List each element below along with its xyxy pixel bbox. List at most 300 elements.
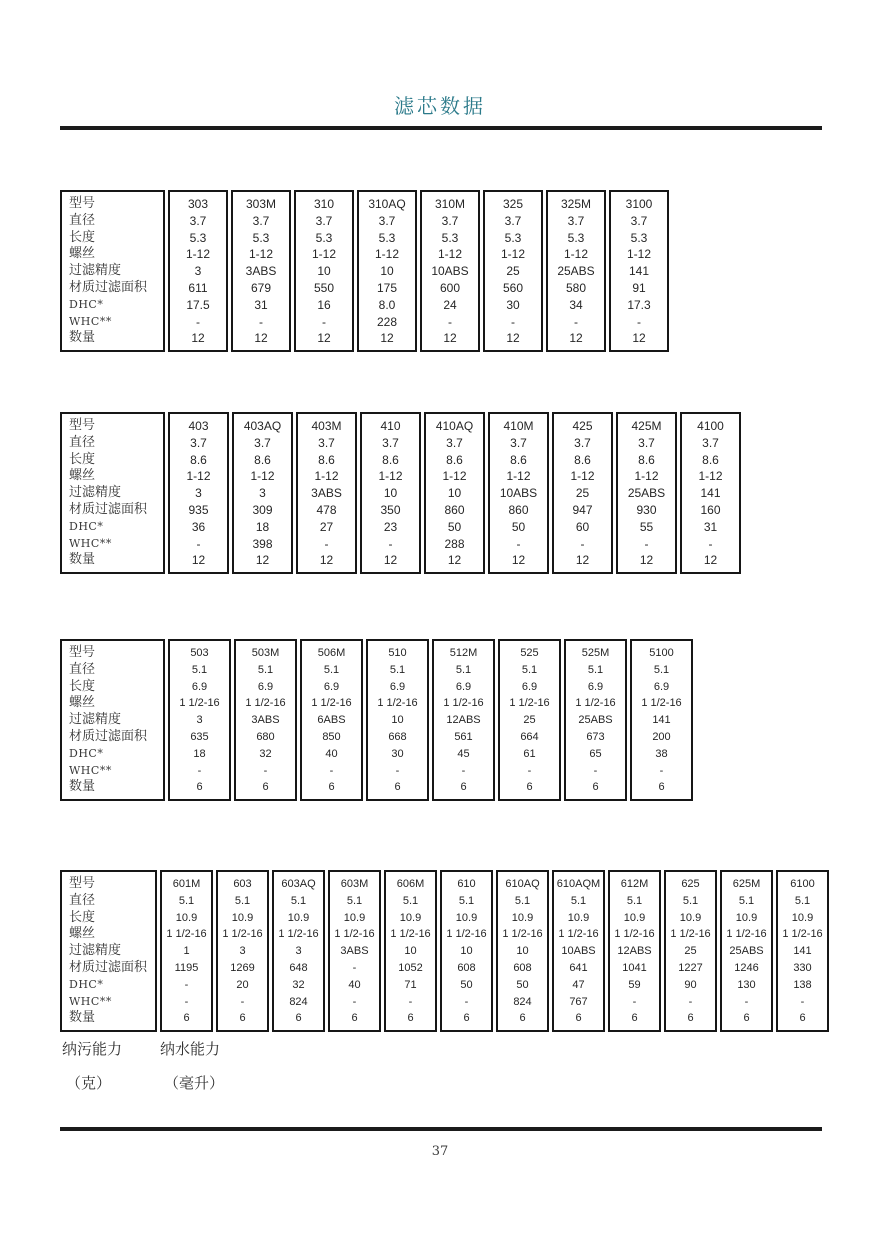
model-cell: 610 bbox=[457, 878, 476, 890]
value-cell: - bbox=[527, 764, 532, 777]
model-column bbox=[776, 870, 829, 1032]
value-cell: 600 bbox=[439, 280, 461, 295]
value-cell: 1-12 bbox=[378, 469, 403, 484]
model-column bbox=[608, 870, 661, 1032]
model-cell: 403AQ bbox=[243, 419, 282, 433]
model-column bbox=[552, 412, 613, 574]
value-cell: 12ABS bbox=[617, 945, 652, 958]
footer-rule bbox=[60, 1127, 822, 1131]
value-cell: 8.6 bbox=[574, 452, 591, 467]
model-column bbox=[680, 412, 741, 574]
value-cell: 1-12 bbox=[563, 247, 589, 262]
value-cell: 38 bbox=[655, 747, 668, 760]
model-column bbox=[360, 412, 421, 574]
value-cell: 664 bbox=[520, 730, 539, 743]
value-cell: 5.1 bbox=[653, 663, 670, 676]
value-cell: 12 bbox=[191, 331, 205, 346]
model-column bbox=[168, 190, 228, 352]
model-column bbox=[357, 190, 417, 352]
value-cell: 175 bbox=[376, 280, 398, 295]
value-cell: 1 1/2-16 bbox=[446, 928, 487, 941]
row-label: 过滤精度 bbox=[69, 943, 122, 959]
value-cell: 6.9 bbox=[587, 680, 604, 693]
model-cell: 525 bbox=[520, 647, 539, 659]
value-cell: 330 bbox=[793, 961, 812, 974]
value-cell: 12 bbox=[319, 553, 334, 568]
value-cell: 5.1 bbox=[323, 663, 340, 676]
value-cell: 32 bbox=[292, 978, 305, 991]
value-cell: 6.9 bbox=[653, 680, 670, 693]
value-cell: 12 bbox=[575, 553, 590, 568]
value-cell: 8.6 bbox=[254, 452, 271, 467]
row-label: 数量 bbox=[69, 779, 96, 795]
value-cell: 1 1/2-16 bbox=[558, 928, 599, 941]
value-cell: 580 bbox=[565, 280, 587, 295]
value-cell: 12 bbox=[703, 553, 718, 568]
model-column bbox=[384, 870, 437, 1032]
value-cell: 25ABS bbox=[729, 945, 764, 958]
value-cell: 3 bbox=[196, 714, 203, 727]
row-label: 长度 bbox=[69, 451, 96, 467]
footnote-whc-unit: （毫升） bbox=[164, 1074, 225, 1092]
value-cell: 3.7 bbox=[254, 435, 271, 450]
value-cell: 10.9 bbox=[623, 911, 646, 924]
value-cell: 12 bbox=[506, 331, 520, 346]
value-cell: 6ABS bbox=[317, 714, 346, 727]
row-label: 数量 bbox=[69, 1010, 96, 1026]
value-cell: 6 bbox=[460, 781, 467, 794]
value-cell: 6 bbox=[592, 781, 599, 794]
model-cell: 410 bbox=[380, 419, 401, 433]
footnote-dhc-unit: （克） bbox=[66, 1074, 112, 1092]
model-cell: 610AQ bbox=[505, 878, 540, 890]
value-cell: 1-12 bbox=[186, 469, 211, 484]
value-cell: 55 bbox=[639, 519, 654, 534]
value-cell: 288 bbox=[444, 536, 465, 551]
value-cell: 5.1 bbox=[191, 663, 208, 676]
value-cell: 20 bbox=[236, 978, 249, 991]
row-label: 材质过滤面积 bbox=[69, 728, 148, 744]
value-cell: 65 bbox=[589, 747, 602, 760]
value-cell: 24 bbox=[443, 297, 457, 312]
value-cell: 860 bbox=[444, 502, 465, 517]
row-label: 长度 bbox=[69, 909, 96, 925]
value-cell: 1 1/2-16 bbox=[311, 697, 352, 710]
value-cell: 5.3 bbox=[504, 230, 522, 245]
row-labels-column bbox=[60, 412, 165, 574]
value-cell: - bbox=[580, 536, 585, 551]
row-label: 型号 bbox=[69, 876, 96, 891]
value-cell: 25ABS bbox=[557, 264, 595, 279]
value-cell: 6.9 bbox=[257, 680, 274, 693]
value-cell: 10 bbox=[404, 945, 417, 958]
value-cell: 12 bbox=[383, 553, 398, 568]
value-cell: 6.9 bbox=[455, 680, 472, 693]
value-cell: - bbox=[197, 764, 202, 777]
model-column bbox=[498, 639, 561, 801]
model-cell: 410M bbox=[503, 419, 534, 433]
value-cell: 3.7 bbox=[567, 213, 585, 228]
value-cell: - bbox=[464, 995, 469, 1008]
value-cell: 850 bbox=[322, 730, 341, 743]
value-cell: 10.9 bbox=[679, 911, 702, 924]
value-cell: 398 bbox=[252, 536, 273, 551]
value-cell: 3ABS bbox=[340, 945, 369, 958]
value-cell: - bbox=[644, 536, 649, 551]
value-cell: 1-12 bbox=[570, 469, 595, 484]
value-cell: 1 1/2-16 bbox=[726, 928, 767, 941]
value-cell: 5.1 bbox=[455, 663, 472, 676]
value-cell: 12 bbox=[511, 553, 526, 568]
value-cell: 90 bbox=[684, 978, 697, 991]
row-label: 直径 bbox=[69, 212, 96, 228]
model-column bbox=[664, 870, 717, 1032]
value-cell: 228 bbox=[376, 314, 398, 329]
spec-table-300-series bbox=[60, 190, 669, 352]
value-cell: 5.1 bbox=[682, 894, 699, 907]
value-cell: - bbox=[800, 995, 805, 1008]
value-cell: 10 bbox=[383, 486, 398, 501]
value-cell: 10 bbox=[447, 486, 462, 501]
row-label: DHC* bbox=[69, 746, 104, 760]
value-cell: 10.9 bbox=[175, 911, 198, 924]
value-cell: 1 1/2-16 bbox=[334, 928, 375, 941]
page-number: 37 bbox=[431, 1144, 449, 1159]
model-cell: 310AQ bbox=[368, 197, 406, 211]
value-cell: 3ABS bbox=[311, 486, 342, 501]
value-cell: 6.9 bbox=[389, 680, 406, 693]
value-cell: 10.9 bbox=[231, 911, 254, 924]
value-cell: 1 1/2-16 bbox=[509, 697, 550, 710]
value-cell: 1 1/2-16 bbox=[641, 697, 682, 710]
value-cell: 12 bbox=[569, 331, 583, 346]
value-cell: 32 bbox=[259, 747, 272, 760]
value-cell: 8.6 bbox=[318, 452, 335, 467]
value-cell: 36 bbox=[191, 519, 206, 534]
value-cell: 141 bbox=[652, 714, 671, 727]
value-cell: 1-12 bbox=[185, 247, 211, 262]
value-cell: 679 bbox=[250, 280, 272, 295]
value-cell: - bbox=[352, 995, 357, 1008]
value-cell: 34 bbox=[569, 297, 583, 312]
value-cell: 824 bbox=[513, 995, 532, 1008]
model-column bbox=[328, 870, 381, 1032]
model-cell: 325M bbox=[560, 197, 592, 211]
value-cell: 3 bbox=[259, 486, 266, 501]
value-cell: 860 bbox=[508, 502, 529, 517]
row-label: 螺丝 bbox=[69, 695, 96, 711]
value-cell: 935 bbox=[188, 502, 209, 517]
value-cell: 30 bbox=[391, 747, 404, 760]
value-cell: 17.5 bbox=[186, 297, 210, 312]
value-cell: - bbox=[659, 764, 664, 777]
value-cell: 17.3 bbox=[627, 297, 651, 312]
value-cell: 1195 bbox=[174, 961, 199, 974]
value-cell: 3 bbox=[195, 486, 202, 501]
value-cell: 947 bbox=[572, 502, 593, 517]
row-labels-column bbox=[60, 190, 165, 352]
model-column bbox=[234, 639, 297, 801]
value-cell: 10ABS bbox=[499, 486, 538, 501]
value-cell: 1-12 bbox=[500, 247, 526, 262]
value-cell: 1 1/2-16 bbox=[575, 697, 616, 710]
value-cell: 6 bbox=[526, 781, 533, 794]
row-label: 长度 bbox=[69, 678, 96, 694]
value-cell: 5.1 bbox=[794, 894, 811, 907]
value-cell: 1-12 bbox=[437, 247, 463, 262]
value-cell: 10.9 bbox=[735, 911, 758, 924]
row-labels-column bbox=[60, 870, 157, 1032]
value-cell: 30 bbox=[506, 297, 520, 312]
value-cell: 5.3 bbox=[630, 230, 648, 245]
value-cell: 141 bbox=[793, 945, 812, 958]
value-cell: 6.9 bbox=[323, 680, 340, 693]
value-cell: 5.3 bbox=[252, 230, 270, 245]
model-column bbox=[616, 412, 677, 574]
value-cell: 1 1/2-16 bbox=[502, 928, 543, 941]
model-cell: 425M bbox=[631, 419, 662, 433]
value-cell: 6 bbox=[196, 781, 203, 794]
value-cell: 1-12 bbox=[626, 247, 652, 262]
value-cell: - bbox=[637, 314, 641, 329]
value-cell: 3.7 bbox=[190, 435, 207, 450]
value-cell: 6 bbox=[575, 1012, 582, 1025]
value-cell: - bbox=[259, 314, 263, 329]
value-cell: - bbox=[196, 536, 201, 551]
model-cell: 3100 bbox=[625, 197, 653, 211]
value-cell: 1-12 bbox=[506, 469, 531, 484]
value-cell: - bbox=[516, 536, 521, 551]
value-cell: - bbox=[408, 995, 413, 1008]
model-cell: 303M bbox=[245, 197, 277, 211]
value-cell: 1-12 bbox=[698, 469, 723, 484]
value-cell: 10.9 bbox=[343, 911, 366, 924]
value-cell: 6.9 bbox=[191, 680, 208, 693]
value-cell: 6 bbox=[262, 781, 269, 794]
row-label: 直径 bbox=[69, 434, 96, 450]
model-column bbox=[424, 412, 485, 574]
value-cell: 60 bbox=[575, 519, 590, 534]
value-cell: 3 bbox=[239, 945, 246, 958]
value-cell: 5.1 bbox=[234, 894, 251, 907]
value-cell: 45 bbox=[457, 747, 470, 760]
value-cell: - bbox=[324, 536, 329, 551]
value-cell: 12 bbox=[380, 331, 394, 346]
row-label: 螺丝 bbox=[69, 926, 96, 942]
model-cell: 6100 bbox=[790, 878, 815, 890]
row-label: 直径 bbox=[69, 892, 96, 908]
value-cell: 5.1 bbox=[389, 663, 406, 676]
model-column bbox=[552, 870, 605, 1032]
value-cell: - bbox=[688, 995, 693, 1008]
value-cell: 3.7 bbox=[510, 435, 527, 450]
value-cell: 3.7 bbox=[574, 435, 591, 450]
value-cell: 1-12 bbox=[248, 247, 274, 262]
value-cell: - bbox=[593, 764, 598, 777]
model-column bbox=[564, 639, 627, 801]
model-cell: 503M bbox=[251, 647, 280, 659]
model-column bbox=[483, 190, 543, 352]
value-cell: - bbox=[461, 764, 466, 777]
value-cell: 12 bbox=[255, 553, 270, 568]
model-column bbox=[168, 412, 229, 574]
model-column bbox=[294, 190, 354, 352]
value-cell: 16 bbox=[317, 297, 331, 312]
value-cell: 10.9 bbox=[287, 911, 310, 924]
row-label: 型号 bbox=[69, 418, 96, 433]
model-cell: 625M bbox=[732, 878, 761, 890]
model-cell: 403 bbox=[188, 419, 209, 433]
row-label: DHC* bbox=[69, 519, 104, 533]
value-cell: 3.7 bbox=[315, 213, 333, 228]
value-cell: 31 bbox=[703, 519, 718, 534]
value-cell: 309 bbox=[252, 502, 273, 517]
model-column bbox=[609, 190, 669, 352]
value-cell: 3.7 bbox=[318, 435, 335, 450]
value-cell: 5.3 bbox=[189, 230, 207, 245]
value-cell: 18 bbox=[255, 519, 270, 534]
value-cell: 3.7 bbox=[382, 435, 399, 450]
value-cell: - bbox=[708, 536, 713, 551]
model-cell: 310 bbox=[313, 197, 335, 211]
value-cell: 25 bbox=[523, 714, 536, 727]
value-cell: 27 bbox=[319, 519, 334, 534]
row-label: 型号 bbox=[69, 196, 96, 211]
value-cell: 5.1 bbox=[738, 894, 755, 907]
value-cell: - bbox=[511, 314, 515, 329]
value-cell: 3.7 bbox=[702, 435, 719, 450]
value-cell: 6 bbox=[328, 781, 335, 794]
value-cell: 1 1/2-16 bbox=[614, 928, 655, 941]
value-cell: 5.3 bbox=[441, 230, 459, 245]
value-cell: 1 1/2-16 bbox=[245, 697, 286, 710]
model-cell: 310M bbox=[434, 197, 466, 211]
value-cell: 1-12 bbox=[374, 247, 400, 262]
row-label: 材质过滤面积 bbox=[69, 279, 148, 295]
value-cell: 3ABS bbox=[251, 714, 280, 727]
value-cell: - bbox=[744, 995, 749, 1008]
spec-table-500-series bbox=[60, 639, 693, 801]
value-cell: - bbox=[388, 536, 393, 551]
row-label: 数量 bbox=[69, 552, 96, 568]
row-label: 材质过滤面积 bbox=[69, 959, 148, 975]
row-label: 螺丝 bbox=[69, 246, 96, 262]
header-rule bbox=[60, 126, 822, 130]
value-cell: 10 bbox=[317, 264, 331, 279]
value-cell: - bbox=[352, 961, 357, 974]
value-cell: 550 bbox=[313, 280, 335, 295]
model-column bbox=[296, 412, 357, 574]
value-cell: 1 1/2-16 bbox=[179, 697, 220, 710]
value-cell: 8.0 bbox=[378, 297, 396, 312]
model-cell: 4100 bbox=[697, 419, 724, 433]
value-cell: - bbox=[632, 995, 637, 1008]
value-cell: - bbox=[184, 978, 189, 991]
value-cell: 6 bbox=[519, 1012, 526, 1025]
value-cell: 12 bbox=[191, 553, 206, 568]
value-cell: 560 bbox=[502, 280, 524, 295]
row-label: 过滤精度 bbox=[69, 712, 122, 728]
value-cell: - bbox=[240, 995, 245, 1008]
model-column bbox=[216, 870, 269, 1032]
value-cell: 930 bbox=[636, 502, 657, 517]
value-cell: 6 bbox=[351, 1012, 358, 1025]
value-cell: 6 bbox=[295, 1012, 302, 1025]
value-cell: 8.6 bbox=[382, 452, 399, 467]
value-cell: 1-12 bbox=[314, 469, 339, 484]
value-cell: 61 bbox=[523, 747, 536, 760]
value-cell: 1 1/2-16 bbox=[166, 928, 207, 941]
row-label: WHC** bbox=[69, 763, 112, 777]
value-cell: 673 bbox=[586, 730, 605, 743]
row-label: 螺丝 bbox=[69, 468, 96, 484]
row-label: 过滤精度 bbox=[69, 485, 122, 501]
value-cell: 10 bbox=[516, 945, 529, 958]
model-column bbox=[488, 412, 549, 574]
value-cell: 648 bbox=[289, 961, 308, 974]
value-cell: 824 bbox=[289, 995, 308, 1008]
model-column bbox=[231, 190, 291, 352]
model-column bbox=[272, 870, 325, 1032]
value-cell: 5.3 bbox=[378, 230, 396, 245]
model-cell: 503 bbox=[190, 647, 209, 659]
value-cell: 12ABS bbox=[446, 714, 481, 727]
value-cell: 6 bbox=[394, 781, 401, 794]
model-column bbox=[440, 870, 493, 1032]
value-cell: 1-12 bbox=[250, 469, 275, 484]
value-cell: 641 bbox=[569, 961, 588, 974]
value-cell: 12 bbox=[254, 331, 268, 346]
value-cell: 635 bbox=[190, 730, 209, 743]
value-cell: - bbox=[329, 764, 334, 777]
model-cell: 510 bbox=[388, 647, 407, 659]
footnote-dhc-label: 纳污能力 bbox=[62, 1040, 123, 1058]
value-cell: 141 bbox=[700, 486, 721, 501]
model-cell: 606M bbox=[396, 878, 425, 890]
value-cell: 5.1 bbox=[257, 663, 274, 676]
model-cell: 303 bbox=[187, 197, 209, 211]
value-cell: 1052 bbox=[398, 961, 423, 974]
value-cell: 3ABS bbox=[245, 264, 277, 279]
value-cell: 1 1/2-16 bbox=[377, 697, 418, 710]
value-cell: 1041 bbox=[622, 961, 647, 974]
model-cell: 603 bbox=[233, 878, 252, 890]
value-cell: 3 bbox=[295, 945, 302, 958]
value-cell: 5.1 bbox=[458, 894, 475, 907]
value-cell: 8.6 bbox=[190, 452, 207, 467]
value-cell: 5.1 bbox=[626, 894, 643, 907]
value-cell: 608 bbox=[513, 961, 532, 974]
model-cell: 603M bbox=[340, 878, 369, 890]
model-cell: 512M bbox=[449, 647, 478, 659]
model-column bbox=[366, 639, 429, 801]
value-cell: 5.1 bbox=[402, 894, 419, 907]
value-cell: 59 bbox=[628, 978, 641, 991]
row-label: WHC** bbox=[69, 536, 112, 550]
value-cell: 1 1/2-16 bbox=[278, 928, 319, 941]
value-cell: 3.7 bbox=[378, 213, 396, 228]
row-label: 直径 bbox=[69, 661, 96, 677]
model-cell: 325 bbox=[502, 197, 524, 211]
value-cell: 25 bbox=[506, 264, 520, 279]
value-cell: - bbox=[395, 764, 400, 777]
model-column bbox=[420, 190, 480, 352]
value-cell: 12 bbox=[317, 331, 331, 346]
value-cell: - bbox=[263, 764, 268, 777]
value-cell: 50 bbox=[516, 978, 529, 991]
value-cell: 10.9 bbox=[791, 911, 814, 924]
spec-table-400-series bbox=[60, 412, 741, 574]
